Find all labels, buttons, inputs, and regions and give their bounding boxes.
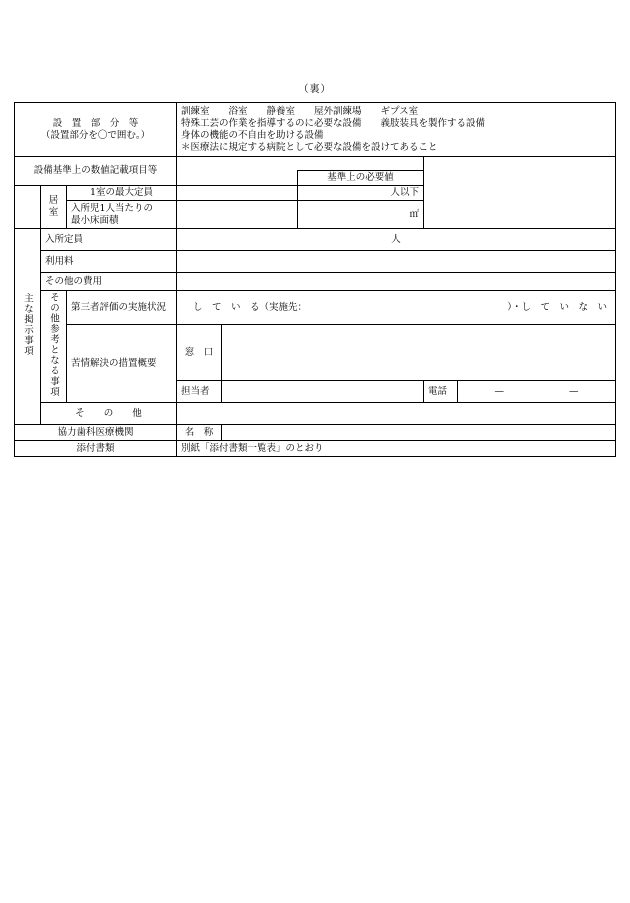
setsubi-options-cell: [177, 103, 616, 157]
required-value-header: 基準上の必要値: [298, 171, 424, 186]
kijun-value-header-blank: [177, 157, 424, 171]
kijun-right-blank: [424, 157, 616, 171]
kijun-right-blank: [424, 201, 616, 229]
max-capacity-required-unit: 人以下: [298, 186, 424, 201]
meishou-label: 名 称: [177, 425, 222, 441]
page-title: （裏）: [298, 84, 332, 95]
facility-form-table: [14, 102, 616, 457]
tenpu-label: 添付書類: [15, 441, 177, 457]
kijun-indent-cell: [15, 186, 41, 229]
kijun-right-blank: [424, 186, 616, 201]
tantousha-label: 担当者: [177, 381, 222, 403]
sonota-hiyo-label: その他の費用: [41, 273, 177, 291]
keiji-group-label: 主な掲示事項: [22, 293, 33, 356]
min-floor-area-required-unit: ㎡: [298, 201, 424, 229]
setsubi-option-line[interactable]: 身体の機能の不自由を助ける設備: [181, 129, 324, 141]
setsubi-option-line[interactable]: ＊医療法に規定する病院として必要な設備を設けてあること: [181, 141, 438, 153]
teiin-value-field[interactable]: [177, 229, 616, 251]
kijun-right-blank: [424, 171, 616, 186]
daisansha-label: 第三者評価の実施状況: [67, 291, 177, 325]
setsubi-note: （設置部分を〇で囲む。）: [40, 129, 151, 141]
setsubi-label: 設 置 部 分 等: [52, 117, 139, 129]
min-floor-area-label: 最小床面積: [71, 214, 119, 226]
teiin-unit: 人: [391, 233, 401, 245]
teiin-label: 入所定員: [41, 229, 177, 251]
tantousha-value-field[interactable]: [222, 381, 424, 403]
sankou-label-cell: [41, 291, 67, 403]
sonota-value-field[interactable]: [177, 403, 616, 425]
tenpu-value: 別紙「添付書類一覧表」のとおり: [177, 441, 616, 457]
madoguchi-label: 窓 口: [177, 325, 222, 381]
shika-meishou-field[interactable]: [222, 425, 616, 441]
min-floor-area-value-field[interactable]: [177, 201, 298, 229]
denwa-label: 電話: [424, 381, 458, 403]
riyoryo-label: 利用料: [41, 251, 177, 273]
kujou-label: 苦情解決の措置概要: [67, 325, 177, 403]
keiji-group-label-cell: [15, 229, 41, 425]
daisansha-option-yes[interactable]: し て い る（実施先：: [193, 301, 308, 313]
daisansha-option-no[interactable]: ）・し て い な い: [507, 301, 608, 313]
min-floor-area-label-cell: [67, 201, 177, 229]
madoguchi-value-field[interactable]: [222, 325, 616, 381]
max-capacity-label: 1室の最大定員: [67, 186, 177, 201]
riyoryo-value-field[interactable]: [177, 251, 616, 273]
kijun-value-blank: [177, 171, 298, 186]
setsubi-label-cell: [15, 103, 177, 157]
sonota-hiyo-value-field[interactable]: [177, 273, 616, 291]
setsubi-option-line[interactable]: 特殊工芸の作業を指導するのに必要な設備 義肢装具を製作する設備: [181, 117, 486, 129]
shika-label: 協力歯科医療機関: [15, 425, 177, 441]
sankou-label: その他参考となる事項: [48, 292, 59, 397]
denwa-separator: —: [494, 385, 504, 397]
kyoshitsu-label: 居室: [41, 186, 67, 229]
min-floor-area-label: 入所児1人当たりの: [71, 202, 154, 214]
daisansha-status-cell[interactable]: [177, 291, 616, 325]
denwa-value-field[interactable]: [458, 381, 616, 403]
kijun-header: 設備基準上の数値記載項目等: [15, 157, 177, 186]
setsubi-option-line[interactable]: 訓練室 浴室 静養室 屋外訓練場 ギプス室: [181, 105, 419, 117]
denwa-separator: —: [569, 385, 579, 397]
max-capacity-value-field[interactable]: [177, 186, 298, 201]
sonota-label: そ の 他: [41, 403, 177, 425]
